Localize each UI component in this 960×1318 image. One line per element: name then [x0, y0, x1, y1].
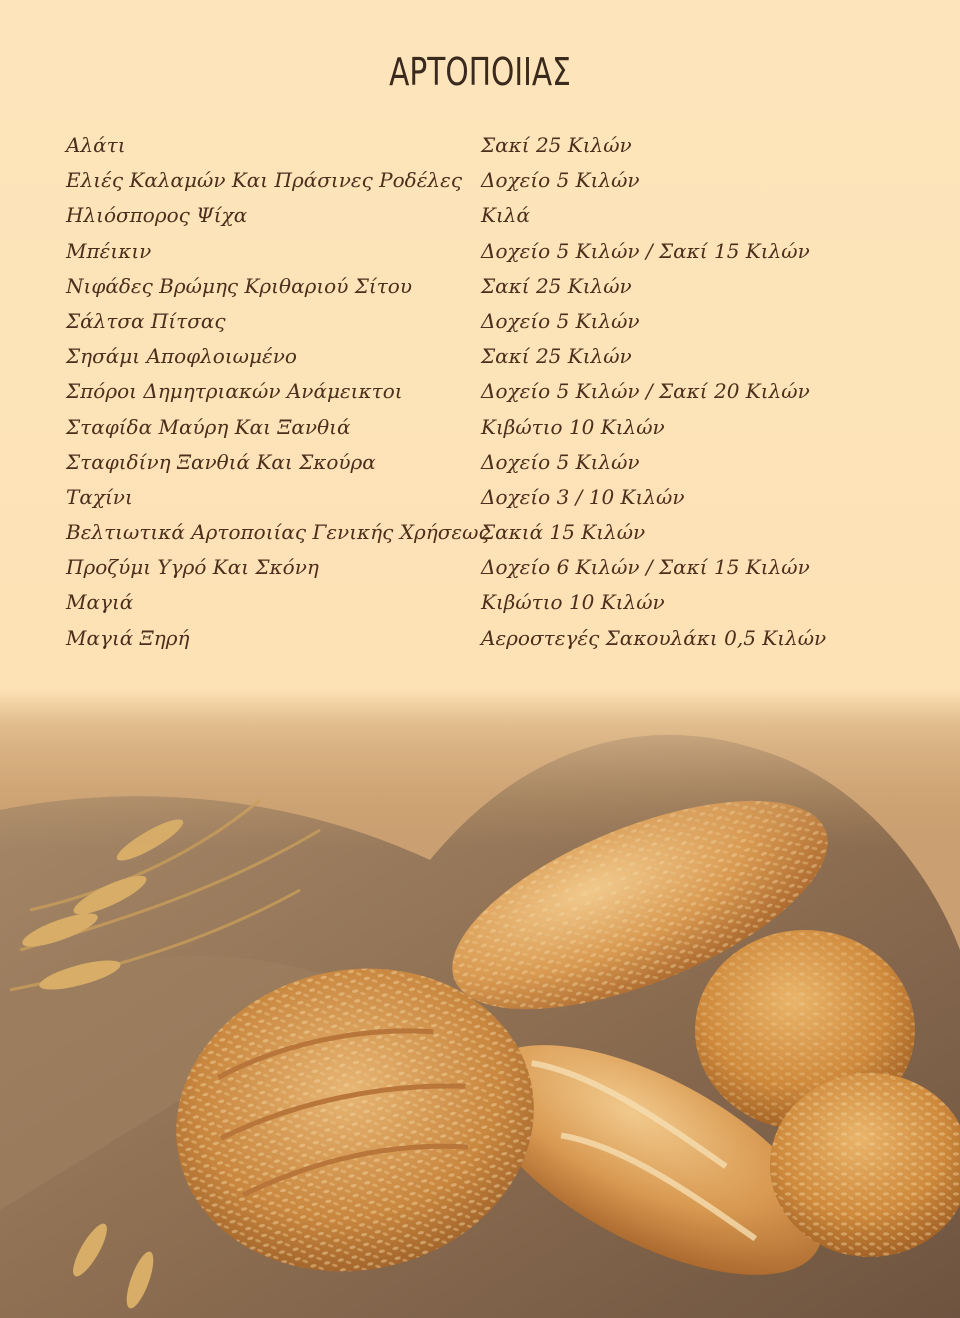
packaging-item: Κιβώτιο 10 Κιλών — [481, 414, 665, 439]
packaging-item: Σακί 25 Κιλών — [481, 344, 632, 369]
packaging-item: Δοχείο 3 / 10 Κιλών — [481, 484, 685, 509]
product-item: Ελιές Καλαμών Και Πράσινες Ροδέλες — [66, 168, 463, 193]
packaging-item: Κιλά — [481, 203, 530, 228]
product-item: Σάλτσα Πίτσας — [66, 308, 226, 333]
product-item: Μπέικιν — [66, 238, 152, 263]
packaging-item: Αεροστεγές Σακουλάκι 0,5 Κιλών — [481, 625, 827, 650]
product-item: Σταφίδα Μαύρη Και Ξανθιά — [66, 414, 351, 439]
product-item: Ταχίνι — [66, 484, 133, 509]
packaging-item: Δοχείο 5 Κιλών — [481, 449, 640, 474]
product-item: Σταφιδίνη Ξανθιά Και Σκούρα — [66, 449, 376, 474]
product-item: Νιφάδες Βρώμης Κριθαριού Σίτου — [66, 273, 412, 298]
packaging-item: Δοχείο 5 Κιλών / Σακί 15 Κιλών — [481, 238, 810, 263]
bread-photo — [0, 690, 960, 1318]
packaging-item: Δοχείο 5 Κιλών — [481, 308, 640, 333]
product-item: Σησάμι Αποφλοιωμένο — [66, 344, 297, 369]
packaging-item: Σακί 25 Κιλών — [481, 273, 632, 298]
packaging-list — [481, 128, 941, 656]
product-item: Μαγιά Ξηρή — [66, 625, 190, 650]
page-title: ΑΡΤΟΠΟΙΙΑΣ — [389, 50, 571, 94]
packaging-item: Δοχείο 5 Κιλών — [481, 168, 640, 193]
packaging-item: Σακί 25 Κιλών — [481, 133, 632, 157]
product-item: Βελτιωτικά Αρτοποιίας Γενικής Χρήσεως — [66, 520, 490, 545]
product-item: Σπόροι Δημητριακών Ανάμεικτοι — [66, 379, 403, 404]
packaging-item: Σακιά 15 Κιλών — [481, 520, 646, 545]
product-item: Μαγιά — [66, 590, 134, 615]
product-item: Προζύμι Υγρό Και Σκόνη — [66, 555, 319, 580]
packaging-item: Κιβώτιο 10 Κιλών — [481, 590, 665, 615]
product-item: Ηλιόσπορος Ψίχα — [66, 203, 248, 228]
products-list — [66, 128, 490, 656]
product-item: Αλάτι — [66, 133, 126, 157]
packaging-item: Δοχείο 6 Κιλών / Σακί 15 Κιλών — [481, 555, 810, 580]
packaging-item: Δοχείο 5 Κιλών / Σακί 20 Κιλών — [481, 379, 810, 404]
